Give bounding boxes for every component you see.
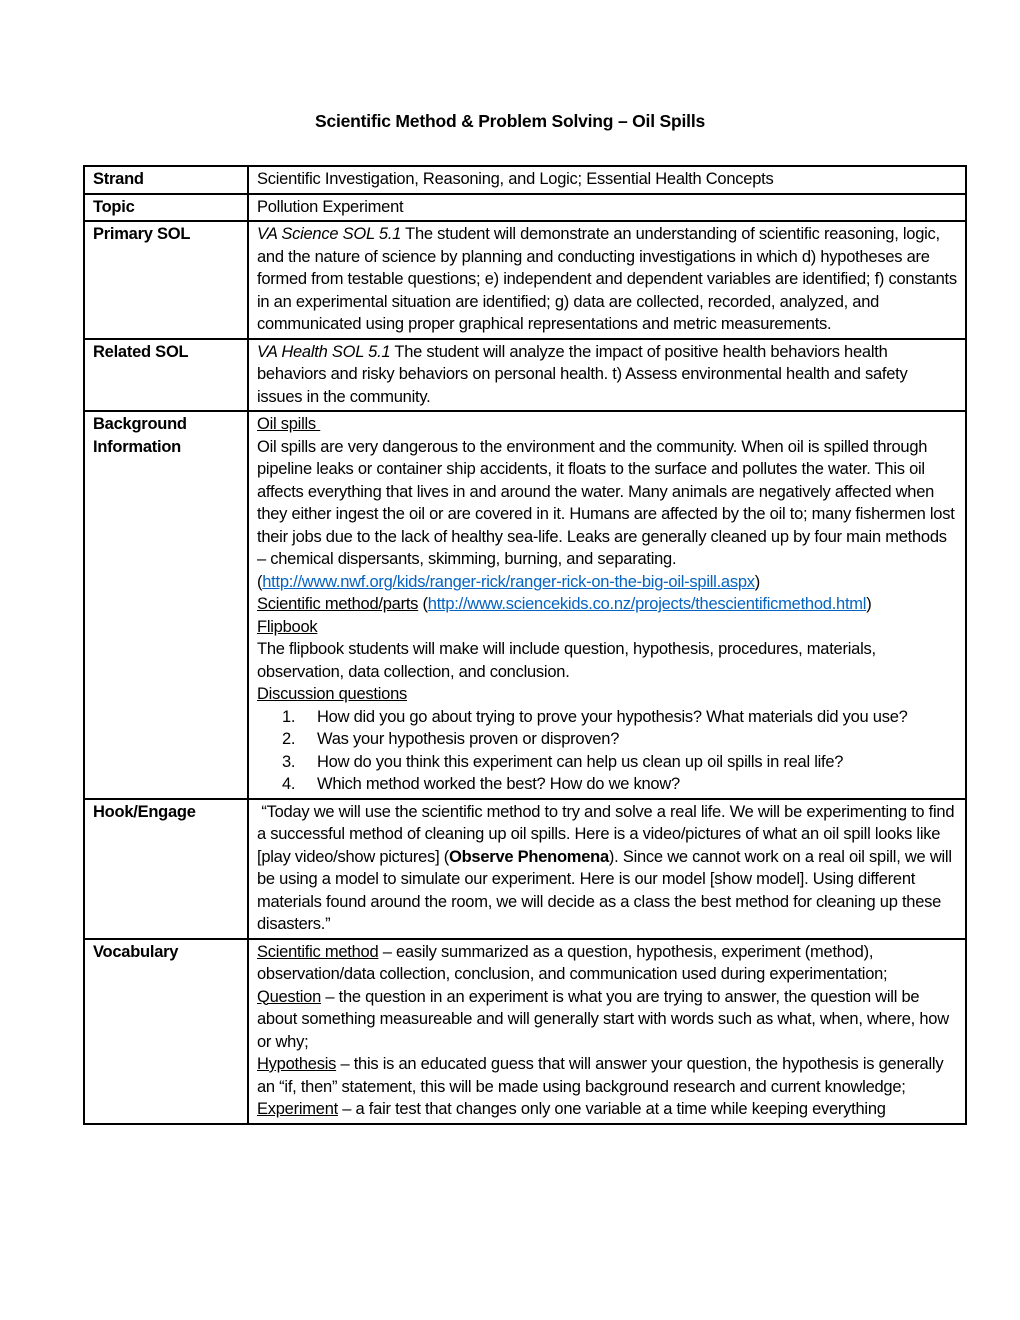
row-label: Related SOL <box>84 339 248 412</box>
text-segment: How do you think this experiment can help us clean up oil spills in real life? <box>317 752 844 771</box>
table-row <box>84 339 966 412</box>
row-content <box>248 939 966 1124</box>
paragraph <box>257 341 957 409</box>
row-content <box>248 221 966 339</box>
text-segment: How did you go about trying to prove your hypothesis? What materials did you use? <box>317 707 908 726</box>
paragraph <box>257 413 957 436</box>
text-segment: The flipbook students will make will include question, hypothesis, procedures, materials, observation, data collection, and conclusion. <box>257 640 881 681</box>
paragraph <box>257 223 962 336</box>
row-content <box>248 166 966 194</box>
text-segment: “Today we will use the scientific method to try and solve a real life. We will be experimenting to find a successful method of cleaning up oil spills. Here is a video/pictures of what an oil spill looks like [play video/show pictures] ( <box>257 802 959 866</box>
paragraph <box>257 801 957 936</box>
text-segment: Scientific Investigation, Reasoning, and Logic; Essential Health Concepts <box>257 170 774 188</box>
text-segment: ) <box>866 595 872 613</box>
text-segment: ) <box>754 572 761 591</box>
list-item <box>257 706 957 729</box>
hyperlink[interactable]: http://www.nwf.org/kids/ranger-rick/ranger-rick-on-the-big-oil-spill.aspx <box>262 572 755 591</box>
text-segment: Flipbook <box>257 617 318 636</box>
row-label: Primary SOL <box>84 221 248 339</box>
text-segment: – the question in an experiment is what you are trying to answer, the question will be about something measureable and will generally start with words such as what, when, where, how or why; <box>257 987 954 1051</box>
row-content <box>248 194 966 222</box>
list-item <box>257 751 957 774</box>
text-segment: – a fair test that changes only one variable at a time while keeping everything <box>337 1100 886 1118</box>
hyperlink[interactable]: http://www.sciencekids.co.nz/projects/thescientificmethod.html <box>427 595 867 613</box>
text-segment: Scientific method <box>257 942 379 961</box>
text-segment: The student will demonstrate an understanding of scientific reasoning, logic, and the nature of science by planning and conducting investigations in which d) hypotheses are formed from testable questions; e) independent and dependent variables are identified; f) constants in an experimental situation are identified; g) data are collected, recorded, analyzed, and communicated using proper graphical representations and metric measurements. <box>257 225 962 333</box>
text-segment: Oil spills <box>257 415 321 433</box>
paragraph <box>257 941 957 986</box>
paragraph <box>257 571 957 594</box>
text-segment: Oil spills are very dangerous to the environment and the community. When oil is spilled through pipeline leaks or container ship accidents, it floats to the surface and pollutes the water. This oil affects everything that lives in and around the water. Many animals are negatively affected when they either ingest the oil or are covered in it. Humans are affected by the oil to; many fishermen lost their jobs due to the lack of healthy sea-life. Leaks are generally cleaned up by four main methods – chemical dispersants, skimming, burning, and separating. <box>257 437 959 568</box>
paragraph <box>257 168 957 191</box>
row-label: Topic <box>84 194 248 222</box>
row-content <box>248 411 966 799</box>
text-segment: ( <box>418 595 428 613</box>
paragraph <box>257 436 957 571</box>
table-row <box>84 411 966 799</box>
text-segment: Pollution Experiment <box>257 197 404 216</box>
text-segment: ). Since we cannot work on a real oil spill, we will be using a model to simulate our experiment. Here is our model [show model]. Using different materials found around the room, we will decide as a class the best method for cleaning up these disasters.” <box>257 847 957 933</box>
text-segment: The student will analyze the impact of positive health behaviors health behaviors and risky behaviors on personal health. t) Assess environmental health and safety issues in the community. <box>257 342 912 406</box>
table-row <box>84 939 966 1124</box>
text-segment: Which method worked the best? How do we know? <box>317 775 680 793</box>
paragraph <box>257 1098 957 1121</box>
text-segment: – this is an educated guess that will answer your question, the hypothesis is generally an “if, then” statement, this will be made using background research and current knowledge; <box>257 1055 948 1096</box>
row-label: Background Information <box>84 411 248 799</box>
text-segment: ( <box>257 572 263 591</box>
text-segment: Discussion questions <box>257 685 407 703</box>
text-segment: VA Science SOL 5.1 <box>257 225 402 243</box>
list-number: 1. <box>282 707 296 726</box>
document-title: Scientific Method & Problem Solving – Oil Spills <box>314 111 706 131</box>
list-text <box>317 728 957 751</box>
table-row <box>84 221 966 339</box>
list-text <box>317 751 957 774</box>
list-text <box>317 706 957 729</box>
row-content <box>248 799 966 939</box>
list-number: 4. <box>282 775 296 793</box>
list-item <box>257 773 957 796</box>
lesson-plan-table <box>83 165 967 1125</box>
list-number: 2. <box>282 730 296 748</box>
list-item <box>257 728 957 751</box>
list-number: 3. <box>282 752 296 771</box>
text-segment: Observe Phenomena <box>449 847 609 866</box>
row-content <box>248 339 966 412</box>
paragraph <box>257 1053 957 1098</box>
text-segment: Hypothesis <box>257 1055 337 1073</box>
text-segment: – easily summarized as a question, hypothesis, experiment (method), observation/data collection, conclusion, and communication used during experimentation; <box>257 942 888 983</box>
paragraph <box>257 593 957 616</box>
table-row <box>84 194 966 222</box>
list-text <box>317 773 957 796</box>
row-label: Hook/Engage <box>84 799 248 939</box>
paragraph <box>257 196 957 219</box>
text-segment: Experiment <box>257 1100 338 1118</box>
table-row <box>84 799 966 939</box>
text-segment: Scientific method/parts <box>257 595 419 613</box>
row-label: Vocabulary <box>84 939 248 1124</box>
text-segment: Was your hypothesis proven or disproven? <box>317 730 620 748</box>
paragraph <box>257 616 957 639</box>
row-label: Strand <box>84 166 248 194</box>
paragraph <box>257 638 957 683</box>
text-segment: Question <box>257 987 322 1006</box>
text-segment: VA Health SOL 5.1 <box>257 342 391 361</box>
paragraph <box>257 683 957 706</box>
table-row <box>84 166 966 194</box>
paragraph <box>257 986 957 1054</box>
